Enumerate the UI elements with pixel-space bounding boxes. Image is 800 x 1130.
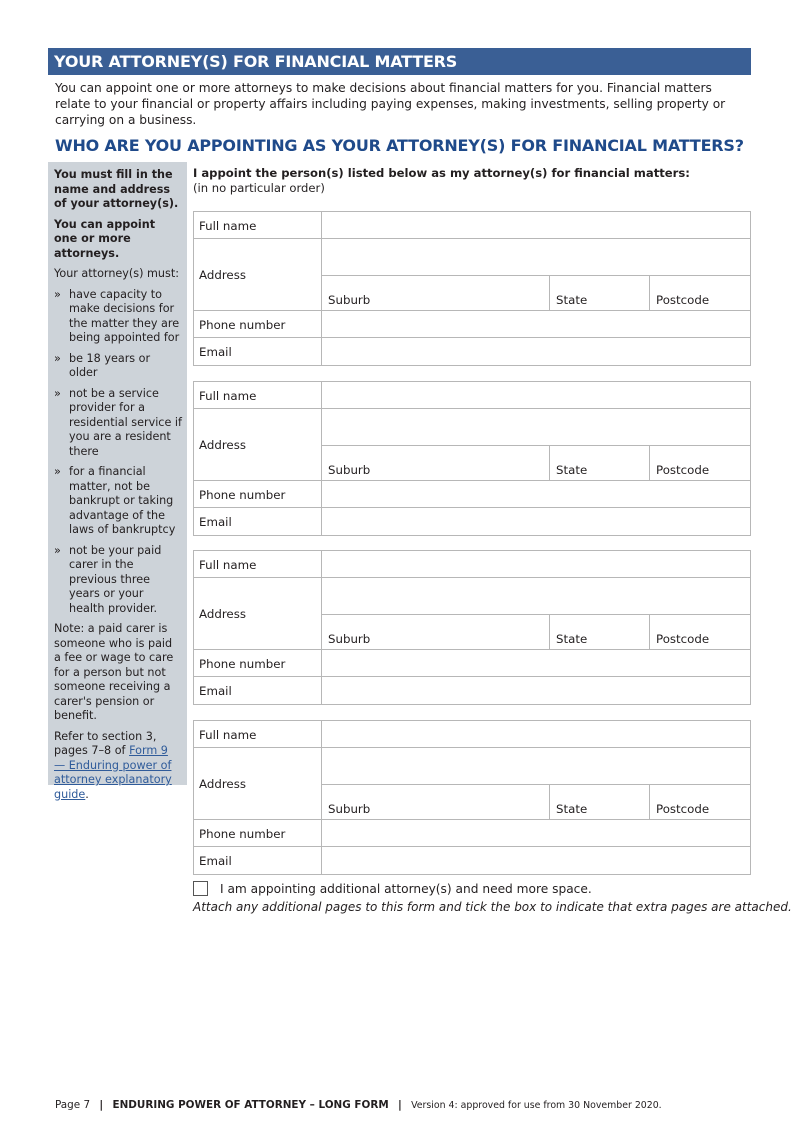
- phone-label: Phone number: [199, 827, 286, 841]
- full-name-field[interactable]: [322, 721, 750, 747]
- full-name-field[interactable]: [322, 212, 750, 238]
- address-row: [194, 409, 750, 481]
- full-name-label: Full name: [199, 219, 257, 233]
- suburb-field[interactable]: [322, 615, 550, 649]
- instructions-sidebar: [48, 162, 187, 801]
- field-label-cell: [194, 847, 322, 874]
- field-label-cell: [194, 239, 322, 310]
- field-label-cell: [194, 650, 322, 676]
- requirement-text: for a financial matter, not be bankrupt or taking advantage of the laws of bankruptcy: [69, 465, 176, 536]
- requirement-text: be 18 years or older: [69, 351, 151, 379]
- field-label-cell: [194, 677, 322, 704]
- address-field[interactable]: [322, 578, 750, 615]
- requirement-text: have capacity to make decisions for the matter they are being appointed for: [69, 287, 180, 344]
- state-label: State: [556, 293, 588, 307]
- address-field[interactable]: [322, 239, 750, 276]
- suburb-label: Suburb: [328, 293, 371, 307]
- address-subfields: [322, 614, 750, 649]
- postcode-field[interactable]: [650, 276, 750, 310]
- field-label-cell: [194, 508, 322, 535]
- email-field[interactable]: [322, 847, 750, 874]
- full-name-row: [194, 721, 750, 748]
- requirement-text: not be a service provider for a residential service if you are a resident there: [69, 386, 182, 458]
- state-field[interactable]: [550, 615, 650, 649]
- email-row: [194, 847, 750, 874]
- field-label-cell: [194, 382, 322, 408]
- address-field[interactable]: [322, 748, 750, 785]
- bullet-icon: »: [54, 351, 61, 365]
- attorney-block-3: [193, 550, 751, 705]
- email-label: Email: [199, 515, 232, 529]
- list-item: [54, 288, 182, 346]
- attorney-block-1: [193, 211, 751, 366]
- postcode-label: Postcode: [656, 463, 710, 477]
- footer-divider: |: [397, 1099, 402, 1111]
- attach-pages-note: Attach any additional pages to this form and tick the box to indicate that extra pages are attached.: [193, 900, 792, 914]
- suburb-label: Suburb: [328, 802, 371, 816]
- email-row: [194, 677, 750, 704]
- requirements-list: [54, 288, 182, 617]
- page-footer: [55, 1099, 662, 1111]
- suburb-label: Suburb: [328, 463, 371, 477]
- requirement-text: not be your paid carer in the previous three years or your health provider.: [69, 543, 162, 615]
- email-label: Email: [199, 854, 232, 868]
- postcode-field[interactable]: [650, 446, 750, 480]
- bullet-icon: »: [54, 386, 61, 400]
- email-label: Email: [199, 684, 232, 698]
- field-label-cell: [194, 748, 322, 819]
- postcode-label: Postcode: [656, 293, 710, 307]
- refer-text: [54, 730, 182, 803]
- additional-attorneys-label: I am appointing additional attorney(s) and need more space.: [220, 882, 592, 896]
- field-label-cell: [194, 212, 322, 238]
- full-name-row: [194, 551, 750, 578]
- address-field[interactable]: [322, 409, 750, 446]
- address-row: [194, 239, 750, 311]
- state-field[interactable]: [550, 276, 650, 310]
- phone-row: [194, 481, 750, 508]
- version-text: Version 4: approved for use from 30 November 2020.: [411, 1100, 662, 1111]
- full-name-field[interactable]: [322, 551, 750, 577]
- email-row: [194, 508, 750, 535]
- field-label-cell: [194, 409, 322, 480]
- list-item: [54, 387, 182, 460]
- list-item: [54, 465, 182, 538]
- appoint-title: I appoint the person(s) listed below as my attorney(s) for financial matters:: [193, 166, 690, 180]
- attorney-block-2: [193, 381, 751, 536]
- state-label: State: [556, 632, 588, 646]
- can-appoint-text: You can appoint one or more attorneys.: [54, 217, 156, 260]
- field-label-cell: [194, 311, 322, 337]
- email-row: [194, 338, 750, 365]
- address-subfields: [322, 275, 750, 310]
- email-field[interactable]: [322, 338, 750, 365]
- email-field[interactable]: [322, 677, 750, 704]
- state-label: State: [556, 463, 588, 477]
- list-item: [54, 544, 182, 617]
- paid-carer-note: Note: a paid carer is someone who is paid a fee or wage to care for a person but not someone receiving a carer's pension or benefit.: [54, 622, 174, 722]
- section-heading: WHO ARE YOU APPOINTING AS YOUR ATTORNEY(S) FOR FINANCIAL MATTERS?: [55, 136, 744, 155]
- list-item: [54, 352, 182, 381]
- email-label: Email: [199, 345, 232, 359]
- phone-field[interactable]: [322, 311, 750, 337]
- additional-attorneys-checkbox[interactable]: [193, 881, 208, 896]
- address-subfields: [322, 784, 750, 819]
- phone-label: Phone number: [199, 318, 286, 332]
- suburb-field[interactable]: [322, 446, 550, 480]
- address-label: Address: [199, 777, 246, 791]
- bullet-icon: »: [54, 543, 61, 557]
- postcode-label: Postcode: [656, 802, 710, 816]
- suburb-field[interactable]: [322, 276, 550, 310]
- footer-divider: |: [99, 1099, 104, 1111]
- phone-row: [194, 820, 750, 847]
- address-row: [194, 748, 750, 820]
- email-field[interactable]: [322, 508, 750, 535]
- field-label-cell: [194, 721, 322, 747]
- state-field[interactable]: [550, 785, 650, 819]
- suburb-label: Suburb: [328, 632, 371, 646]
- phone-row: [194, 650, 750, 677]
- appoint-subtitle: (in no particular order): [193, 181, 325, 195]
- address-subfields: [322, 445, 750, 480]
- state-label: State: [556, 802, 588, 816]
- bullet-icon: »: [54, 465, 61, 478]
- phone-row: [194, 311, 750, 338]
- must-fill-text: You must fill in the name and address of your attorney(s).: [54, 168, 179, 210]
- attorney-block-4: [193, 720, 751, 875]
- postcode-field[interactable]: [650, 785, 750, 819]
- address-label: Address: [199, 607, 246, 621]
- full-name-label: Full name: [199, 389, 257, 403]
- refer-suffix: .: [85, 787, 89, 801]
- explanatory-guide-link[interactable]: Form 9 — Enduring power of attorney explanatory guide: [54, 744, 172, 801]
- address-label: Address: [199, 438, 246, 452]
- phone-field[interactable]: [322, 481, 750, 507]
- phone-field[interactable]: [322, 650, 750, 676]
- appoint-statement: [193, 166, 753, 196]
- field-label-cell: [194, 820, 322, 846]
- postcode-field[interactable]: [650, 615, 750, 649]
- full-name-label: Full name: [199, 558, 257, 572]
- full-name-row: [194, 212, 750, 239]
- must-intro-text: Your attorney(s) must:: [54, 267, 179, 280]
- refer-prefix: Refer to section 3, pages 7–8 of: [54, 729, 157, 757]
- postcode-label: Postcode: [656, 632, 710, 646]
- state-field[interactable]: [550, 446, 650, 480]
- phone-label: Phone number: [199, 657, 286, 671]
- address-label: Address: [199, 268, 246, 282]
- suburb-field[interactable]: [322, 785, 550, 819]
- intro-text: You can appoint one or more attorneys to make decisions about financial matters for you. Financial matters relate to your financial or property affairs including paying expenses, making investments, selling property or carrying on a business.: [55, 81, 726, 127]
- phone-field[interactable]: [322, 820, 750, 846]
- full-name-field[interactable]: [322, 382, 750, 408]
- field-label-cell: [194, 481, 322, 507]
- address-row: [194, 578, 750, 650]
- form-title: ENDURING POWER OF ATTORNEY – LONG FORM: [112, 1099, 389, 1111]
- bullet-icon: »: [54, 287, 61, 301]
- field-label-cell: [194, 578, 322, 649]
- phone-label: Phone number: [199, 488, 286, 502]
- page-number: Page 7: [55, 1099, 91, 1111]
- full-name-label: Full name: [199, 728, 257, 742]
- field-label-cell: [194, 551, 322, 577]
- full-name-row: [194, 382, 750, 409]
- section-banner: YOUR ATTORNEY(S) FOR FINANCIAL MATTERS: [48, 48, 751, 75]
- field-label-cell: [194, 338, 322, 365]
